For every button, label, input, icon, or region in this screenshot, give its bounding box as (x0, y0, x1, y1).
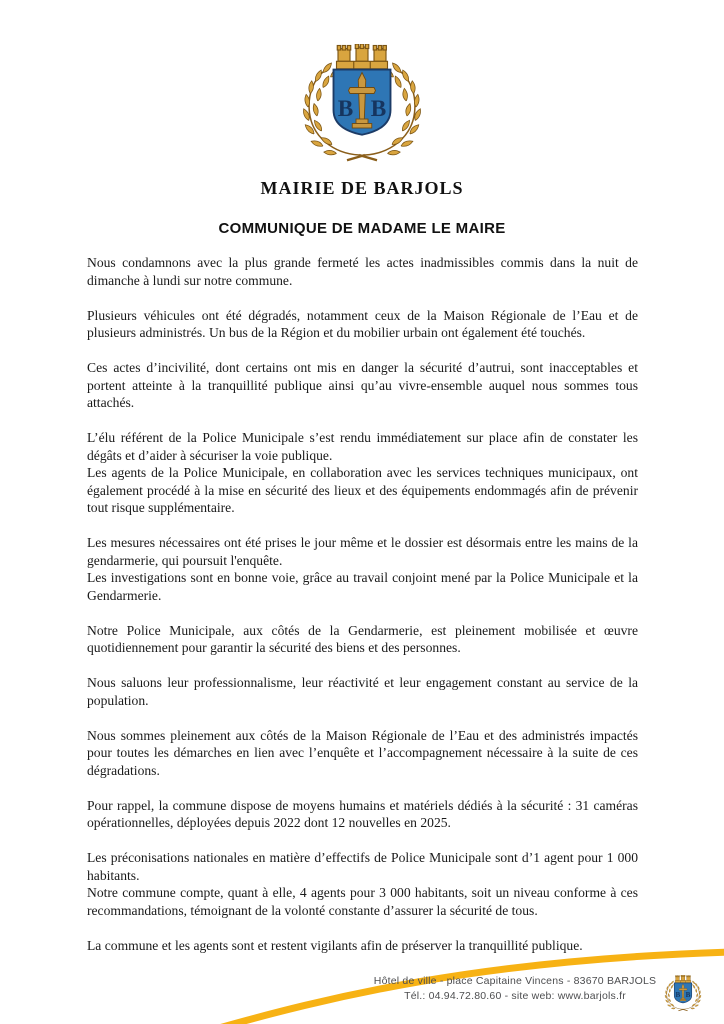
footer-coat-of-arms-icon (660, 975, 706, 1012)
paragraph: Nous sommes pleinement aux côtés de la Maison Régionale de l’Eau et des administrés impactés pour toutes les démarches en lien avec l’enquête et l’accompagnement nécessaire à la suite de ces dégradations. (87, 727, 638, 778)
paragraph: Pour rappel, la commune dispose de moyens humains et matériels dédiés à la sécurité : 31 caméras opérationnelles, déployées depuis 2022 dont 12 nouvelles en 2025. (87, 797, 638, 830)
paragraph: Notre commune compte, quant à elle, 4 agents pour 3 000 habitants, soit un niveau conforme à ces recommandations, témoignant de la volonté constante d’assurer la sécurité de tous. (87, 885, 638, 918)
paragraph: Ces actes d’incivilité, dont certains ont mis en danger la sécurité d’autrui, sont inacceptables et portent atteinte à la tranquillité publique ainsi qu’au vivre-ensemble auquel nous sommes tous attachés. (87, 360, 638, 410)
paragraph: La commune et les agents sont et restent vigilants afin de préserver la tranquillité publique. (87, 937, 583, 953)
footer-address: Hôtel de ville - place Capitaine Vincens - 83670 BARJOLS (373, 975, 657, 987)
paragraph: Notre Police Municipale, aux côtés de la Gendarmerie, est pleinement mobilisée et œuvre quotidiennement pour garantir la sécurité des biens et des personnes. (87, 622, 638, 655)
paragraph: Nous condamnons avec la plus grande fermeté les actes inadmissibles commis dans la nuit de dimanche à lundi sur notre commune. (87, 255, 638, 288)
communique-subtitle: COMMUNIQUE DE MADAME LE MAIRE (218, 220, 506, 237)
barjols-coat-of-arms-icon (287, 44, 437, 164)
footer-contact (350, 974, 680, 1004)
paragraph: Plusieurs véhicules ont été dégradés, notamment ceux de la Maison Régionale de l’Eau et de plusieurs administrés. Un bus de la Région et du mobilier urbain ont également été touchés. (87, 307, 638, 340)
crest-letter-right: B (370, 96, 387, 122)
communique-body (87, 254, 638, 954)
paragraph: Nous saluons leur professionnalisme, leur réactivité et leur engagement constant au service de la population. (87, 675, 638, 708)
page-title: MAIRIE DE BARJOLS (260, 178, 464, 198)
footer-phone-web: Tél.: 04.94.72.80.60 - site web: www.barjols.fr (404, 990, 626, 1002)
paragraph: Les mesures nécessaires ont été prises le jour même et le dossier est désormais entre les mains de la gendarmerie, qui poursuit l'enquête. (87, 535, 638, 568)
paragraph: Les préconisations nationales en matière d’effectifs de Police Municipale sont d’1 agent pour 1 000 habitants. (87, 850, 638, 883)
mural-crown-icon (337, 44, 388, 69)
paragraph: Les investigations sont en bonne voie, grâce au travail conjoint mené par la Police Municipale et la Gendarmerie. (87, 570, 638, 603)
crest-letter-left: B (337, 96, 354, 122)
paragraph: L’élu référent de la Police Municipale s’est rendu immédiatement sur place afin de constater les dégâts et d’aider à sécuriser la voie publique. (87, 430, 638, 463)
paragraph: Les agents de la Police Municipale, en collaboration avec les services techniques municipaux, ont également procédé à la mise en sécurité des lieux et des équipements endommagés afin de prévenir tout risque supplémentaire. (87, 465, 638, 515)
